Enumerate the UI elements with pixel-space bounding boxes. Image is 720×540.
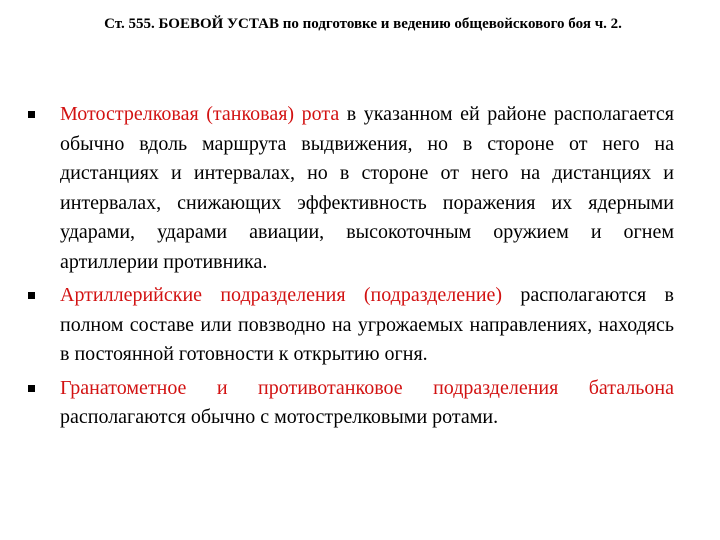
bullet-body: располагаются в полном составе или повзводно на угрожаемых направлениях, находясь в постоянной готовности к открытию огня.	[60, 284, 674, 365]
bullet-highlight: Гранатометное и противотанковое подразделения батальона	[60, 376, 674, 399]
bullet-list	[22, 100, 674, 437]
bullet-item-artillery	[22, 281, 674, 370]
bullet-item-antitank	[22, 374, 674, 433]
square-bullet-icon	[28, 292, 35, 299]
bullet-text	[60, 100, 674, 277]
bullet-body: располагаются обычно с мотострелковыми ротами.	[60, 406, 499, 428]
bullet-item-company	[22, 100, 674, 277]
square-bullet-icon	[28, 111, 35, 118]
bullet-highlight: Мотострелковая (танковая) рота	[60, 103, 340, 125]
bullet-highlight: Артиллерийские подразделения (подразделение)	[60, 284, 503, 306]
bullet-body: в указанном ей районе располагается обычно вдоль маршрута выдвижения, но в стороне от него на дистанциях и интервалах, но в стороне от него на дистанциях и интервалах, снижающих эффективность поражения их ядерными ударами, ударами авиации, высокоточным оружием и огнем артиллерии противника.	[60, 103, 674, 273]
square-bullet-icon	[28, 385, 35, 392]
bullet-text	[60, 374, 674, 433]
bullet-text	[60, 281, 674, 370]
slide-title: Ст. 555. БОЕВОЙ УСТАВ по подготовке и ведению общевойскового боя ч. 2.	[104, 16, 622, 32]
